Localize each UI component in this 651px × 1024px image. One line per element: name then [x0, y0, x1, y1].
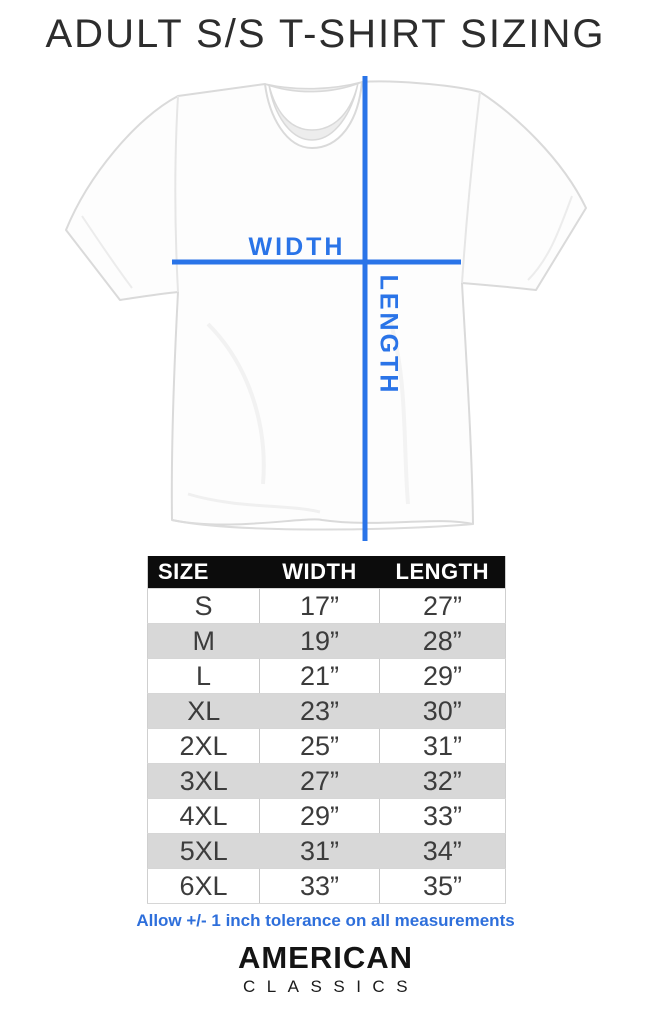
- size-cell: S: [148, 589, 260, 624]
- column-header-width: WIDTH: [260, 556, 380, 589]
- length-cell: 32”: [380, 764, 506, 799]
- width-cell: 25”: [260, 729, 380, 764]
- table-row: [148, 624, 506, 659]
- size-cell: 2XL: [148, 729, 260, 764]
- size-cell: XL: [148, 694, 260, 729]
- size-cell: 6XL: [148, 869, 260, 904]
- length-cell: 27”: [380, 589, 506, 624]
- page-title: ADULT S/S T-SHIRT SIZING: [45, 12, 606, 56]
- brand-logo-line1: AMERICAN: [237, 940, 414, 975]
- column-header-size: SIZE: [148, 556, 260, 589]
- length-cell: 34”: [380, 834, 506, 869]
- width-cell: 17”: [260, 589, 380, 624]
- length-cell: 33”: [380, 799, 506, 834]
- length-label: LENGTH: [374, 274, 403, 396]
- table-row: [148, 764, 506, 799]
- width-cell: 29”: [260, 799, 380, 834]
- brand-logo-line2: CLASSICS: [242, 977, 420, 996]
- size-cell: 5XL: [148, 834, 260, 869]
- collar-back: [265, 82, 362, 92]
- width-cell: 21”: [260, 659, 380, 694]
- table-row: [148, 869, 506, 904]
- width-cell: 19”: [260, 624, 380, 659]
- size-cell: M: [148, 624, 260, 659]
- width-label: WIDTH: [248, 233, 346, 261]
- table-row: [148, 694, 506, 729]
- table-row: [148, 589, 506, 624]
- length-cell: 31”: [380, 729, 506, 764]
- tshirt-illustration: [58, 64, 592, 550]
- tolerance-note: Allow +/- 1 inch tolerance on all measurements: [136, 911, 515, 930]
- size-cell: 3XL: [148, 764, 260, 799]
- length-cell: 29”: [380, 659, 506, 694]
- table-row: [148, 834, 506, 869]
- size-cell: 4XL: [148, 799, 260, 834]
- size-table: [147, 556, 506, 904]
- length-cell: 35”: [380, 869, 506, 904]
- size-cell: L: [148, 659, 260, 694]
- brand-logo: [0, 942, 651, 995]
- length-cell: 30”: [380, 694, 506, 729]
- width-cell: 33”: [260, 869, 380, 904]
- tshirt-silhouette: [66, 81, 586, 524]
- length-cell: 28”: [380, 624, 506, 659]
- tshirt-diagram: [58, 64, 592, 550]
- table-row: [148, 799, 506, 834]
- width-cell: 31”: [260, 834, 380, 869]
- width-cell: 27”: [260, 764, 380, 799]
- table-row: [148, 729, 506, 764]
- size-table-header-row: [148, 556, 506, 589]
- table-row: [148, 659, 506, 694]
- width-cell: 23”: [260, 694, 380, 729]
- column-header-length: LENGTH: [380, 556, 506, 589]
